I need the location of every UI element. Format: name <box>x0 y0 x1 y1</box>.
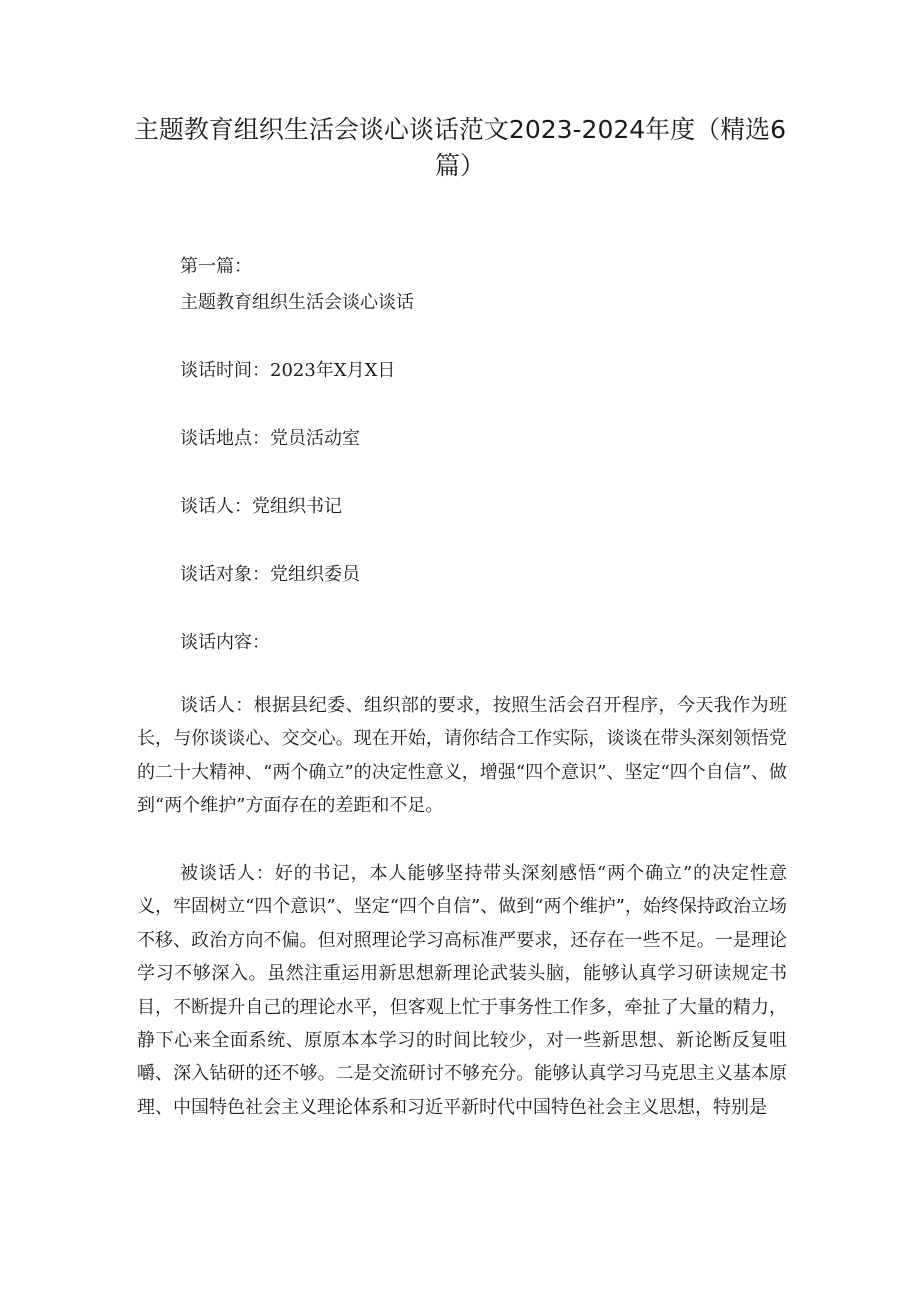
meeting-time: 谈话时间：2023年X月X日 <box>180 360 396 381</box>
section-title: 主题教育组织生活会谈心谈话 <box>180 292 414 313</box>
meeting-place: 谈话地点：党员活动室 <box>180 428 360 449</box>
meeting-target: 谈话对象：党组织委员 <box>180 564 360 585</box>
paragraph-speaker: 谈话人：根据县纪委、组织部的要求，按照生活会召开程序，今天我作为班长，与你谈谈心、交交心。现在开始，请你结合工作实际，谈谈在带头深刻领悟党的二十大精神、“两个确立”的决定性意义，增强“四个意识”、坚定“四个自信”、做到“两个维护”方面存在的差距和不足。 <box>137 695 787 817</box>
document-title: 主题教育组织生活会谈心谈话范文2023-2024年度（精选6篇） <box>133 115 787 180</box>
paragraph-respondent: 被谈话人：好的书记，本人能够坚持带头深刻感悟“两个确立”的决定性意义，牢固树立“四个意识”、坚定“四个自信”、做到“两个维护”，始终保持政治立场不移、政治方向不偏。但对照理论学习高标准严要求，还存在一些不足。一是理论学习不够深入。虽然注重运用新思想新理论武装头脑，能够认真学习研读规定书目，不断提升自己的理论水平，但客观上忙于事务性工作多，牵扯了大量的精力，静下心来全面系统、原原本本学习的时间比较少，对一些新思想、新论断反复咀嚼、深入钻研的还不够。二是交流研讨不够充分。能够认真学习马克思主义基本原理、中国特色社会主义理论体系和习近平新时代中国特色社会主义思想，特别是 <box>137 863 787 1118</box>
content-label: 谈话内容： <box>180 632 270 653</box>
section-label: 第一篇： <box>180 256 252 277</box>
meeting-speaker: 谈话人：党组织书记 <box>180 496 342 517</box>
